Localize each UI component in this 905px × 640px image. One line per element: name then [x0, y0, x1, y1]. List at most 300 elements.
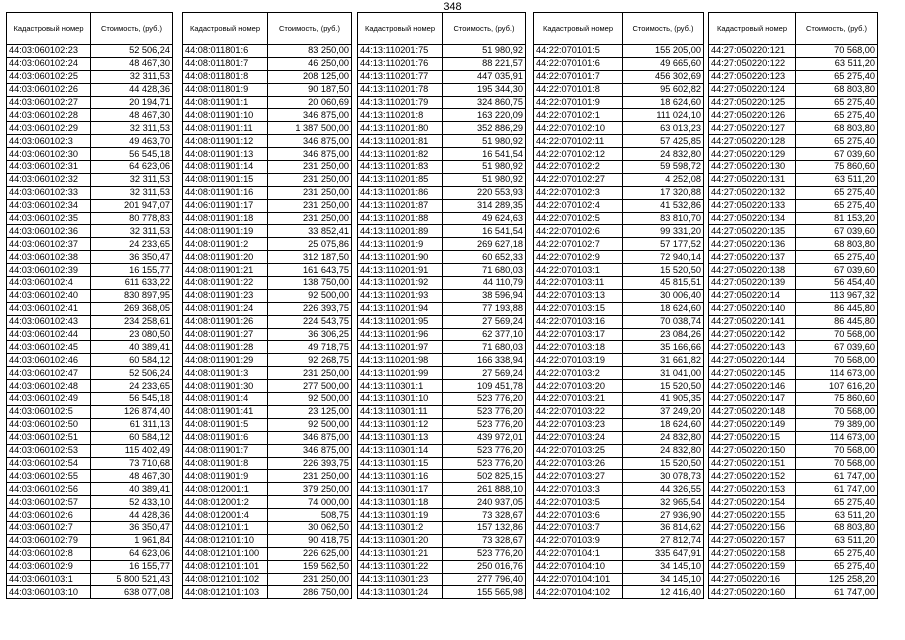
cadastral-number-cell: 44:03:060102:28 — [7, 109, 91, 122]
table-row — [183, 380, 352, 393]
cadastral-number-cell: 44:13:110201:82 — [358, 148, 443, 161]
cost-cell: 447 035,91 — [443, 70, 526, 83]
cadastral-number-cell: 44:03:060102:7 — [7, 521, 91, 534]
cadastral-number-cell: 44:13:110201:89 — [358, 225, 443, 238]
cadastral-number-cell: 44:13:110301:18 — [358, 496, 443, 509]
table-row — [7, 302, 173, 315]
cost-cell: 231 250,00 — [268, 573, 352, 586]
cost-cell: 68 803,80 — [796, 83, 878, 96]
table-row — [358, 341, 526, 354]
cost-cell: 49 463,70 — [91, 135, 173, 148]
cadastral-number-cell: 44:22:070103:3 — [534, 483, 623, 496]
cost-cell: 63 511,20 — [796, 173, 878, 186]
table-row — [534, 186, 704, 199]
cadastral-number-cell: 44:03:060102:48 — [7, 380, 91, 393]
table-row — [358, 315, 526, 328]
table-row — [534, 57, 704, 70]
table-row — [709, 470, 878, 483]
cost-cell: 456 302,69 — [623, 70, 704, 83]
cost-cell: 86 445,80 — [796, 315, 878, 328]
cost-cell: 234 258,61 — [91, 315, 173, 328]
cadastral-number-cell: 44:13:110201:77 — [358, 70, 443, 83]
table-row — [7, 405, 173, 418]
table-row — [709, 173, 878, 186]
cadastral-number-cell: 44:27:050220:139 — [709, 277, 796, 290]
cost-cell: 90 418,75 — [268, 534, 352, 547]
cost-cell: 90 187,50 — [268, 83, 352, 96]
table-row — [358, 483, 526, 496]
table-row — [534, 302, 704, 315]
table-row — [534, 173, 704, 186]
cost-cell: 60 584,12 — [91, 354, 173, 367]
cost-cell: 24 233,65 — [91, 238, 173, 251]
cost-cell: 32 311,53 — [91, 225, 173, 238]
cadastral-number-cell: 44:22:070102:11 — [534, 135, 623, 148]
table-row — [7, 277, 173, 290]
table-row — [709, 277, 878, 290]
cost-cell: 59 598,72 — [623, 161, 704, 174]
cadastral-number-cell: 44:27:050220:150 — [709, 444, 796, 457]
cost-cell: 24 832,80 — [623, 431, 704, 444]
cost-cell: 231 250,00 — [268, 470, 352, 483]
cost-cell: 115 402,49 — [91, 444, 173, 457]
cost-cell: 95 602,82 — [623, 83, 704, 96]
cadastral-number-cell: 44:13:110201:91 — [358, 264, 443, 277]
cadastral-number-cell: 44:13:110301:1 — [358, 380, 443, 393]
cost-cell: 23 084,26 — [623, 328, 704, 341]
table-row — [358, 57, 526, 70]
cost-cell: 36 306,25 — [268, 328, 352, 341]
cadastral-number-cell: 44:27:050220:138 — [709, 264, 796, 277]
cost-cell: 16 541,54 — [443, 148, 526, 161]
cadastral-number-cell: 44:27:050220:132 — [709, 186, 796, 199]
table-row — [7, 341, 173, 354]
table-row — [709, 483, 878, 496]
cost-cell: 37 249,20 — [623, 405, 704, 418]
cost-cell: 44 428,36 — [91, 509, 173, 522]
cadastral-number-cell: 44:22:070103:6 — [534, 509, 623, 522]
cadastral-number-cell: 44:22:070101:7 — [534, 70, 623, 83]
cost-cell: 1 387 500,00 — [268, 122, 352, 135]
cost-cell: 23 125,00 — [268, 405, 352, 418]
table-row — [7, 264, 173, 277]
cost-cell: 286 750,00 — [268, 586, 352, 599]
cadastral-number-cell: 44:03:060102:6 — [7, 509, 91, 522]
cost-cell: 1 961,84 — [91, 534, 173, 547]
cadastral-number-cell: 44:08:011801:9 — [183, 83, 268, 96]
cadastral-number-cell: 44:03:060102:57 — [7, 496, 91, 509]
cadastral-number-cell: 44:03:060102:5 — [7, 405, 91, 418]
table-row — [183, 161, 352, 174]
cadastral-number-cell: 44:13:110301:24 — [358, 586, 443, 599]
cadastral-number-cell: 44:08:011901:21 — [183, 264, 268, 277]
cost-cell: 346 875,00 — [268, 135, 352, 148]
cadastral-number-cell: 44:13:110301:13 — [358, 431, 443, 444]
cost-cell: 48 467,30 — [91, 109, 173, 122]
table-row — [183, 341, 352, 354]
cadastral-number-cell: 44:13:110201:78 — [358, 83, 443, 96]
cadastral-number-cell: 44:27:050220:141 — [709, 315, 796, 328]
table-row — [709, 251, 878, 264]
table-row — [183, 354, 352, 367]
cadastral-number-cell: 44:13:110301:14 — [358, 444, 443, 457]
table-row — [7, 238, 173, 251]
cadastral-number-cell: 44:13:110301:15 — [358, 457, 443, 470]
table-row — [7, 457, 173, 470]
cadastral-number-cell: 44:22:070103:18 — [534, 341, 623, 354]
cadastral-number-cell: 44:22:070102:27 — [534, 173, 623, 186]
cost-cell: 226 625,00 — [268, 547, 352, 560]
cadastral-number-cell: 44:03:060102:24 — [7, 57, 91, 70]
cadastral-number-cell: 44:03:060102:23 — [7, 45, 91, 58]
cost-cell: 208 125,00 — [268, 70, 352, 83]
table-row — [534, 238, 704, 251]
table-row — [709, 560, 878, 573]
cadastral-number-cell: 44:27:050220:129 — [709, 148, 796, 161]
table-row — [709, 405, 878, 418]
cost-cell: 18 624,60 — [623, 302, 704, 315]
cost-cell: 346 875,00 — [268, 109, 352, 122]
cadastral-number-cell: 44:08:011901:8 — [183, 457, 268, 470]
cadastral-number-cell: 44:08:011901:7 — [183, 444, 268, 457]
table-row — [534, 341, 704, 354]
cost-cell: 92 500,00 — [268, 418, 352, 431]
table-row — [183, 457, 352, 470]
cost-cell: 20 060,69 — [268, 96, 352, 109]
cost-cell: 31 661,82 — [623, 354, 704, 367]
table-row — [709, 457, 878, 470]
cost-cell: 15 520,50 — [623, 380, 704, 393]
cost-cell: 60 584,12 — [91, 431, 173, 444]
table-row — [534, 315, 704, 328]
cadastral-number-cell: 44:27:050220:128 — [709, 135, 796, 148]
table-row — [709, 289, 878, 302]
cost-cell: 523 776,20 — [443, 405, 526, 418]
cost-cell: 67 039,60 — [796, 341, 878, 354]
cost-cell: 27 812,74 — [623, 534, 704, 547]
table-row — [183, 547, 352, 560]
cost-cell: 166 338,94 — [443, 354, 526, 367]
table-row — [183, 560, 352, 573]
cost-cell: 49 624,63 — [443, 212, 526, 225]
table-row — [358, 302, 526, 315]
cost-cell: 52 433,10 — [91, 496, 173, 509]
cost-cell: 220 553,93 — [443, 186, 526, 199]
cost-cell: 16 155,77 — [91, 264, 173, 277]
cadastral-number-cell: 44:13:110201:80 — [358, 122, 443, 135]
cost-cell: 51 980,92 — [443, 45, 526, 58]
cost-cell: 46 250,00 — [268, 57, 352, 70]
table-row — [7, 161, 173, 174]
table-row — [709, 212, 878, 225]
table-row — [183, 289, 352, 302]
table-row — [7, 573, 173, 586]
table-row — [709, 186, 878, 199]
cost-cell: 65 275,40 — [796, 70, 878, 83]
cadastral-number-cell: 44:27:050220:136 — [709, 238, 796, 251]
cadastral-number-cell: 44:27:050220:131 — [709, 173, 796, 186]
cost-cell: 16 155,77 — [91, 560, 173, 573]
cost-cell: 61 747,00 — [796, 483, 878, 496]
table-row — [7, 122, 173, 135]
cadastral-table-5 — [708, 12, 878, 599]
cadastral-number-cell: 44:03:060102:3 — [7, 135, 91, 148]
cost-cell: 502 825,15 — [443, 470, 526, 483]
cadastral-number-cell: 44:13:110201:96 — [358, 328, 443, 341]
table-row — [534, 457, 704, 470]
cost-cell: 346 875,00 — [268, 431, 352, 444]
table-row — [358, 573, 526, 586]
table-row — [358, 96, 526, 109]
table-row — [358, 560, 526, 573]
table-row — [534, 199, 704, 212]
cost-cell: 48 467,30 — [91, 470, 173, 483]
cost-cell: 126 874,40 — [91, 405, 173, 418]
table-row — [183, 328, 352, 341]
cadastral-number-cell: 44:08:011901:1 — [183, 96, 268, 109]
cost-cell: 65 275,40 — [796, 547, 878, 560]
table-row — [534, 431, 704, 444]
table-row — [358, 264, 526, 277]
cost-cell: 70 568,00 — [796, 457, 878, 470]
cost-cell: 64 623,06 — [91, 547, 173, 560]
table-row — [358, 251, 526, 264]
table-row — [534, 444, 704, 457]
table-row — [709, 393, 878, 406]
table-row — [534, 161, 704, 174]
cost-cell: 77 193,88 — [443, 302, 526, 315]
cadastral-number-cell: 44:22:070104:102 — [534, 586, 623, 599]
cadastral-number-cell: 44:03:060102:35 — [7, 212, 91, 225]
table-row — [709, 341, 878, 354]
cost-cell: 83 810,70 — [623, 212, 704, 225]
cost-cell: 45 815,51 — [623, 277, 704, 290]
cadastral-number-cell: 44:08:011901:24 — [183, 302, 268, 315]
cadastral-number-cell: 44:13:110201:79 — [358, 96, 443, 109]
table-row — [534, 509, 704, 522]
cost-cell: 56 545,18 — [91, 148, 173, 161]
table-row — [358, 277, 526, 290]
table-row — [7, 586, 173, 599]
cost-cell: 32 965,54 — [623, 496, 704, 509]
table-row — [709, 496, 878, 509]
table-row — [534, 470, 704, 483]
table-row — [534, 393, 704, 406]
table-row — [709, 70, 878, 83]
cadastral-number-cell: 44:27:050220:148 — [709, 405, 796, 418]
table-row — [709, 148, 878, 161]
cadastral-number-cell: 44:03:060103:1 — [7, 573, 91, 586]
cadastral-number-cell: 44:08:011901:14 — [183, 161, 268, 174]
cadastral-number-cell: 44:22:070103:7 — [534, 521, 623, 534]
cost-cell: 65 275,40 — [796, 109, 878, 122]
cadastral-number-cell: 44:22:070103:27 — [534, 470, 623, 483]
cadastral-number-cell: 44:22:070103:25 — [534, 444, 623, 457]
table-row — [358, 354, 526, 367]
cadastral-number-cell: 44:08:012101:1 — [183, 521, 268, 534]
table-row — [7, 483, 173, 496]
cost-cell: 111 024,10 — [623, 109, 704, 122]
table-row — [534, 289, 704, 302]
table-row — [183, 70, 352, 83]
cadastral-number-cell: 44:03:060102:43 — [7, 315, 91, 328]
cadastral-number-cell: 44:13:110301:12 — [358, 418, 443, 431]
cadastral-number-cell: 44:22:070102:5 — [534, 212, 623, 225]
cadastral-number-cell: 44:13:110301:21 — [358, 547, 443, 560]
cadastral-number-cell: 44:22:070101:6 — [534, 57, 623, 70]
table-row — [709, 328, 878, 341]
cadastral-number-cell: 44:03:060102:34 — [7, 199, 91, 212]
table-row — [183, 109, 352, 122]
cost-cell: 52 506,24 — [91, 45, 173, 58]
cost-cell: 113 967,32 — [796, 289, 878, 302]
cost-cell: 36 350,47 — [91, 521, 173, 534]
table-row — [183, 573, 352, 586]
table-row — [7, 393, 173, 406]
cost-cell: 16 541,54 — [443, 225, 526, 238]
cadastral-number-cell: 44:13:110201:90 — [358, 251, 443, 264]
cost-cell: 114 673,00 — [796, 431, 878, 444]
table-row — [183, 470, 352, 483]
table-row — [358, 212, 526, 225]
cost-cell: 33 852,41 — [268, 225, 352, 238]
cadastral-number-cell: 44:27:050220:124 — [709, 83, 796, 96]
cadastral-number-cell: 44:13:110301:10 — [358, 393, 443, 406]
cost-cell: 70 568,00 — [796, 354, 878, 367]
header-cost: Стоимость, (руб.) — [268, 13, 352, 45]
table-row — [7, 328, 173, 341]
cost-cell: 92 500,00 — [268, 289, 352, 302]
cost-cell: 523 776,20 — [443, 444, 526, 457]
cadastral-number-cell: 44:27:050220:145 — [709, 367, 796, 380]
table-row — [709, 302, 878, 315]
table-row — [7, 418, 173, 431]
cadastral-number-cell: 44:08:011801:7 — [183, 57, 268, 70]
cost-cell: 64 623,06 — [91, 161, 173, 174]
cadastral-number-cell: 44:13:110201:9 — [358, 238, 443, 251]
cadastral-number-cell: 44:13:110201:98 — [358, 354, 443, 367]
cost-cell: 32 311,53 — [91, 70, 173, 83]
cadastral-number-cell: 44:22:070103:13 — [534, 289, 623, 302]
cost-cell: 68 803,80 — [796, 521, 878, 534]
cadastral-number-cell: 44:03:060103:10 — [7, 586, 91, 599]
table-row — [358, 328, 526, 341]
cost-cell: 70 568,00 — [796, 328, 878, 341]
table-row — [183, 509, 352, 522]
table-row — [709, 418, 878, 431]
cadastral-number-cell: 44:03:060102:27 — [7, 96, 91, 109]
cost-cell: 34 145,10 — [623, 573, 704, 586]
table-row — [358, 457, 526, 470]
cost-cell: 63 511,20 — [796, 509, 878, 522]
cadastral-number-cell: 44:27:050220:147 — [709, 393, 796, 406]
cost-cell: 36 814,62 — [623, 521, 704, 534]
cadastral-number-cell: 44:08:011901:18 — [183, 212, 268, 225]
header-cadastral-number: Кадастровый номер — [358, 13, 443, 45]
cadastral-number-cell: 44:03:060102:31 — [7, 161, 91, 174]
table-row — [709, 444, 878, 457]
cost-cell: 30 006,40 — [623, 289, 704, 302]
cost-cell: 20 194,71 — [91, 96, 173, 109]
table-row — [7, 148, 173, 161]
table-row — [358, 418, 526, 431]
cadastral-number-cell: 44:27:050220:140 — [709, 302, 796, 315]
table-row — [7, 547, 173, 560]
cadastral-number-cell: 44:03:060102:50 — [7, 418, 91, 431]
table-row — [534, 586, 704, 599]
cost-cell: 44 428,36 — [91, 83, 173, 96]
cost-cell: 65 275,40 — [796, 96, 878, 109]
cost-cell: 109 451,78 — [443, 380, 526, 393]
cadastral-number-cell: 44:27:050220:157 — [709, 534, 796, 547]
cost-cell: 312 187,50 — [268, 251, 352, 264]
cost-cell: 523 776,20 — [443, 547, 526, 560]
cadastral-number-cell: 44:08:011901:11 — [183, 122, 268, 135]
cost-cell: 523 776,20 — [443, 418, 526, 431]
cost-cell: 65 275,40 — [796, 186, 878, 199]
table-row — [534, 354, 704, 367]
cadastral-number-cell: 44:03:060102:51 — [7, 431, 91, 444]
table-row — [7, 57, 173, 70]
cadastral-number-cell: 44:27:050220:127 — [709, 122, 796, 135]
cost-cell: 63 511,20 — [796, 57, 878, 70]
cost-cell: 12 416,40 — [623, 586, 704, 599]
cost-cell: 314 289,35 — [443, 199, 526, 212]
cost-cell: 324 860,75 — [443, 96, 526, 109]
table-row — [709, 573, 878, 586]
cadastral-number-cell: 44:22:070103:9 — [534, 534, 623, 547]
cadastral-number-cell: 44:06:011901:17 — [183, 199, 268, 212]
cost-cell: 523 776,20 — [443, 457, 526, 470]
cadastral-number-cell: 44:08:011901:26 — [183, 315, 268, 328]
cadastral-number-cell: 44:08:011901:2 — [183, 238, 268, 251]
table-row — [183, 521, 352, 534]
table-row — [358, 161, 526, 174]
cost-cell: 49 665,60 — [623, 57, 704, 70]
cadastral-number-cell: 44:22:070102:9 — [534, 251, 623, 264]
cost-cell: 71 680,03 — [443, 264, 526, 277]
cost-cell: 75 860,60 — [796, 161, 878, 174]
table-row — [534, 380, 704, 393]
table-row — [7, 521, 173, 534]
cadastral-number-cell: 44:22:070103:16 — [534, 315, 623, 328]
cost-cell: 86 445,80 — [796, 302, 878, 315]
cadastral-number-cell: 44:08:011901:16 — [183, 186, 268, 199]
cost-cell: 44 326,55 — [623, 483, 704, 496]
cost-cell: 65 275,40 — [796, 496, 878, 509]
cost-cell: 18 624,60 — [623, 96, 704, 109]
cost-cell: 269 368,05 — [91, 302, 173, 315]
table-row — [358, 547, 526, 560]
cadastral-number-cell: 44:22:070101:9 — [534, 96, 623, 109]
cost-cell: 92 500,00 — [268, 393, 352, 406]
table-row — [534, 534, 704, 547]
cost-cell: 83 250,00 — [268, 45, 352, 58]
table-row — [7, 135, 173, 148]
cost-cell: 27 569,24 — [443, 367, 526, 380]
cadastral-number-cell: 44:08:011901:29 — [183, 354, 268, 367]
cost-cell: 163 220,09 — [443, 109, 526, 122]
cadastral-number-cell: 44:27:050220:152 — [709, 470, 796, 483]
cadastral-number-cell: 44:08:012101:103 — [183, 586, 268, 599]
cadastral-number-cell: 44:22:070104:101 — [534, 573, 623, 586]
table-row — [534, 96, 704, 109]
cadastral-number-cell: 44:08:011901:27 — [183, 328, 268, 341]
cost-cell: 56 454,40 — [796, 277, 878, 290]
cost-cell: 57 425,85 — [623, 135, 704, 148]
cadastral-number-cell: 44:03:060102:45 — [7, 341, 91, 354]
cadastral-number-cell: 44:03:060102:47 — [7, 367, 91, 380]
